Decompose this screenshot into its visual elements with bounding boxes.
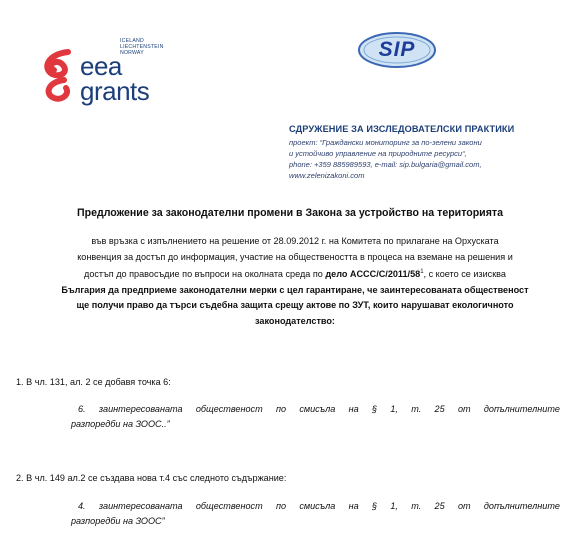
organization-header	[289, 124, 569, 181]
project-line-1: проект: “Граждански мониторинг за по-зелени закони	[289, 138, 482, 147]
project-line-2: и устойчиво управление на природните ресурси“,	[289, 149, 467, 158]
intro-line-2: конвенция за достъп до информация, участие на обществеността в процеса на вземане на решения и	[77, 251, 513, 262]
amendment-2-quote	[71, 499, 560, 530]
intro-line-6: законодателство:	[255, 316, 335, 326]
amendment-1-heading: 1. В чл. 131, ал. 2 се добавя точка 6:	[16, 377, 171, 387]
intro-line-5: ще получи право да търси съдебна защита срещу актове по ЗУТ, които нарушават екологичното	[76, 300, 514, 311]
sip-logo	[357, 31, 437, 69]
eea-countries: ICELAND LIECHTENSTEIN NORWAY	[120, 38, 164, 56]
sip-logo-text: SIP	[378, 38, 416, 61]
contact-line: phone: +359 885989593, e-mail: sip.bulgaria@gmail.com,	[289, 160, 482, 169]
intro-line-4: България да предприеме законодателни мерки с цел гарантиране, че заинтересованата общественост	[61, 284, 529, 295]
organization-name: СДРУЖЕНИЕ ЗА ИЗСЛЕДОВАТЕЛСКИ ПРАКТИКИ	[289, 124, 515, 134]
eea-swirl-icon	[40, 46, 76, 104]
amendment-2-quote-line-2: разпоредби на ЗООС”	[71, 516, 165, 527]
amendment-1-quote-line-2: разпоредби на ЗООС..”	[71, 419, 170, 430]
amendment-2-quote-line-1: 4. заинтересованата общественост по смисъла на § 1, т. 25 от допълнителните	[78, 501, 560, 511]
amendment-1-quote-line-1: 6. заинтересованата общественост по смисъла на § 1, т. 25 от допълнителните	[78, 404, 560, 414]
intro-line-1: във връзка с изпълнението на решение от 28.09.2012 г. на Комитета по прилагане на Орхуската	[91, 236, 499, 246]
amendment-2-heading: 2. В чл. 149 ал.2 се създава нова т.4 със следното съдържание:	[16, 473, 287, 483]
footnote-marker: 1	[420, 269, 424, 276]
intro-line-3: достъп до правосъдие по въпроси на околната среда по дело ACCC/$C/2011/58^1$, с което се изисква	[84, 269, 506, 280]
case-reference: дело ACCC/C/2011/58	[325, 269, 421, 280]
amendment-1-quote	[71, 402, 560, 433]
website-line: www.zelenizakoni.com	[289, 171, 365, 180]
document-title: Предложение за законодателни промени в Закона за устройство на територията	[77, 207, 503, 219]
eea-wordmark: eea	[80, 51, 122, 81]
grants-wordmark: grants	[80, 76, 150, 106]
eea-grants-logo	[40, 38, 170, 114]
intro-paragraph	[30, 234, 560, 330]
